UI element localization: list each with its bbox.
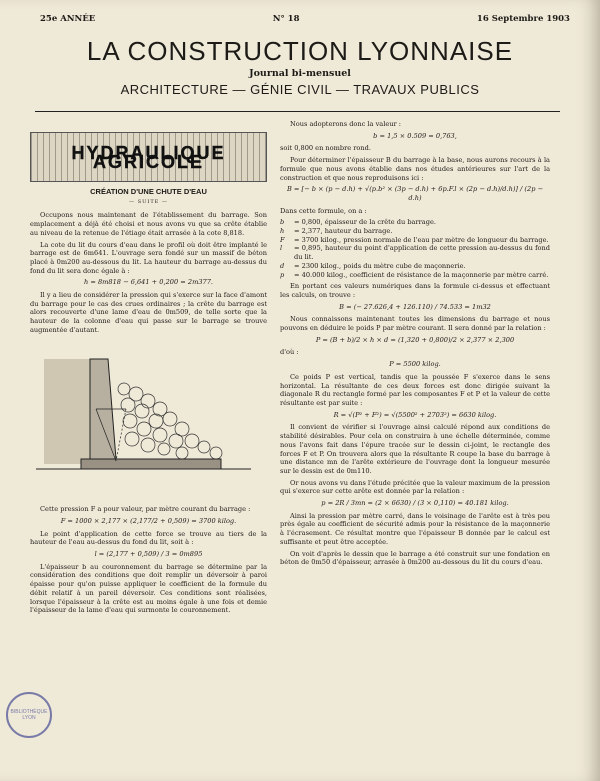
equation: P = (B + b)/2 × h × d = (1,320 + 0,800)/2 × 2,377 × 2,300 <box>315 335 515 344</box>
library-stamp: BIBLIOTHÈQUE LYON <box>6 692 52 738</box>
paragraph: Le point d'application de cette force se trouve au tiers de la hauteur de l'eau au-dessus du fond du lit, soit à : <box>30 529 267 547</box>
journal-title: LA CONSTRUCTION LYONNAISE <box>86 36 514 66</box>
paragraph: Occupons nous maintenant de l'établissement du barrage. Son emplacement a déjà été choisi et nous avons vu que sa crête établie au niveau de la retenue de l'étiage était arrasée à la cote 8,818. <box>30 211 267 237</box>
definition-item: d = 2300 kilog., poids du mètre cube de maçonnerie. <box>280 261 466 270</box>
article-title: CRÉATION D'UNE CHUTE D'EAU <box>90 187 207 196</box>
paragraph: Pour déterminer l'épaisseur B du barrage à la base, nous aurons recours à la formule que nous avons établie dans nos études antérieures sur l'art de la construction et que nous reproduisons ici : <box>280 156 550 182</box>
paragraph: soit 0,800 en nombre rond. <box>280 144 371 153</box>
equation: P = 5500 kilog. <box>389 360 441 369</box>
equation: h = 8m818 − 6,641 + 0,200 = 2m377. <box>83 278 214 287</box>
equation: B = [− b × (p − d.h) + √(p.b² × (3p − d.h) + 6p.F.l × (2p − d.h)/d.h)] / (2p − d.h) <box>286 185 544 202</box>
equation: F = 1000 × 2,177 × (2,177/2 + 0,509) = 3700 kilog. <box>60 516 237 525</box>
paragraph: La cote du lit du cours d'eau dans le profil où doit être implanté le barrage est de 6m641. L'ouvrage sera fondé sur un massif de béton placé à 0m200 au-dessous du lit. La hauteur du barrage au-dessus du fond du lit sera donc égale à : <box>30 240 267 275</box>
article-subtitle: — SUITE — <box>129 198 168 205</box>
definition-item: p = 40.000 kilog., coefficient de résistance de la maçonnerie par mètre carré. <box>280 270 549 279</box>
paragraph: Ainsi la pression par mètre carré, dans le voisinage de l'arête est à très peu près égale au coefficient de sécurité admis pour la résistance de la maçonnerie à l'écrasement. Ce résultat montre que l'épaisseur B donnée par le calcul est suffisante et peut être acceptée. <box>280 511 550 546</box>
paragraph: Cette pression F a pour valeur, par mètre courant du barrage : <box>40 505 251 514</box>
definitions-list <box>280 218 550 279</box>
paragraph: d'où : <box>280 348 299 357</box>
paragraph: Il convient de vérifier si l'ouvrage ainsi calculé répond aux conditions de stabilité désirables. Pour cela on construira à une échelle déterminée, comme nous l'avons fait dans l'épure tracée sur le dessin ci-joint, le rectangle des forces F et P. On trouvera alors que la résultante R coupe la base du barrage à une distance mn de l'arête extérieure de l'ouvrage dont la longueur mesurée sur le dessin est de 0m110. <box>280 423 550 475</box>
paragraph: Il y a lieu de considérer la pression qui s'exerce sur la face d'amont du barrage pour le cas des crues ordinaires ; la crête du barrage est alors recouverte d'une lame d'eau de 0m509, de telle sorte que la hauteur de la colonne d'eau qui passe sur le barrage se trouve augmentée d'autant. <box>30 291 267 334</box>
definition-item: h = 2,377, hauteur du barrage. <box>280 227 393 236</box>
paragraph: L'épaisseur b au couronnement du barrage se détermine par la considération des conditions que doit remplir un déversoir à paroi épaisse pour qu'on puisse appliquer le coefficient de la formule du débit relatif à un pareil déversoir. Ces conditions sont réalisées, lorsque l'épaisseur à la crête est au moins égale à une fois et demie l'épaisseur de la lame d'eau qui surmonte le couronnement. <box>30 562 267 615</box>
journal-subtitle: Journal bi-mensuel <box>249 68 351 79</box>
issue-number: N° 18 <box>272 14 300 24</box>
right-column <box>280 120 550 570</box>
journal-sections: ARCHITECTURE — GÉNIE CIVIL — TRAVAUX PUBLICS <box>120 82 480 97</box>
paragraph: Or nous avons vu dans l'étude précitée que la valeur maximum de la pression qui s'exerce sur cette arête est donnée par la relation : <box>280 478 550 496</box>
header-line <box>40 14 570 24</box>
dam-cross-section-figure <box>36 339 267 502</box>
paragraph: On voit d'après le dessin que le barrage a été construit sur une fondation en béton de 0m50 d'épaisseur, arrasée à 0m200 au-dessous du lit du cours d'eau. <box>280 549 550 567</box>
paragraph: Nous connaissons maintenant toutes les dimensions du barrage et nous pouvons en déduire le poids P par mètre courant. Il sera donné par la relation : <box>280 315 550 333</box>
equation: b = 1,5 × 0.509 = 0,763, <box>373 131 457 140</box>
definition-item: l = 0,895, hauteur du point d'application de cette pression au-dessus du fond du lit. <box>280 244 550 262</box>
masthead <box>0 36 600 97</box>
equation: l = (2,177 + 0,509) / 3 = 0m895 <box>94 550 203 559</box>
section-banner <box>30 132 267 182</box>
dam-drawing <box>36 339 256 499</box>
paragraph: Ce poids P est vertical, tandis que la poussée F s'exerce dans le sens horizontal. La résultante de ces deux forces est donc dirigée suivant la diagonale R du rectangle formé par les composantes F et P et la valeur de cette résultante est par suite : <box>280 372 550 407</box>
equation: B = (− 27.626,4 + 126.110) / 74.533 = 1m32 <box>339 302 491 311</box>
equation: p = 2R / 3mn = (2 × 6630) / (3 × 0,110) = 40.181 kilog. <box>321 499 509 508</box>
year-label: 25e ANNÉE <box>40 14 96 24</box>
masthead-rule <box>35 111 560 112</box>
paragraph: Dans cette formule, on a : <box>280 206 367 215</box>
banner-text: HYDRAULIQUE AGRICOLE <box>71 143 226 172</box>
definition-item: F = 3700 kilog., pression normale de l'eau par mètre de longueur du barrage. <box>280 235 549 244</box>
paragraph: En portant ces valeurs numériques dans la formule ci-dessus et effectuant les calculs, on trouve : <box>280 282 550 299</box>
equation: R = √(P² + F²) = √(5500² + 2703²) = 6630 kilog. <box>333 410 497 419</box>
paragraph: Nous adopterons donc la valeur : <box>290 120 401 128</box>
definition-item: b = 0,800, épaisseur de la crête du barrage. <box>280 218 436 227</box>
left-column <box>30 132 267 618</box>
issue-date: 16 Septembre 1903 <box>476 14 570 24</box>
